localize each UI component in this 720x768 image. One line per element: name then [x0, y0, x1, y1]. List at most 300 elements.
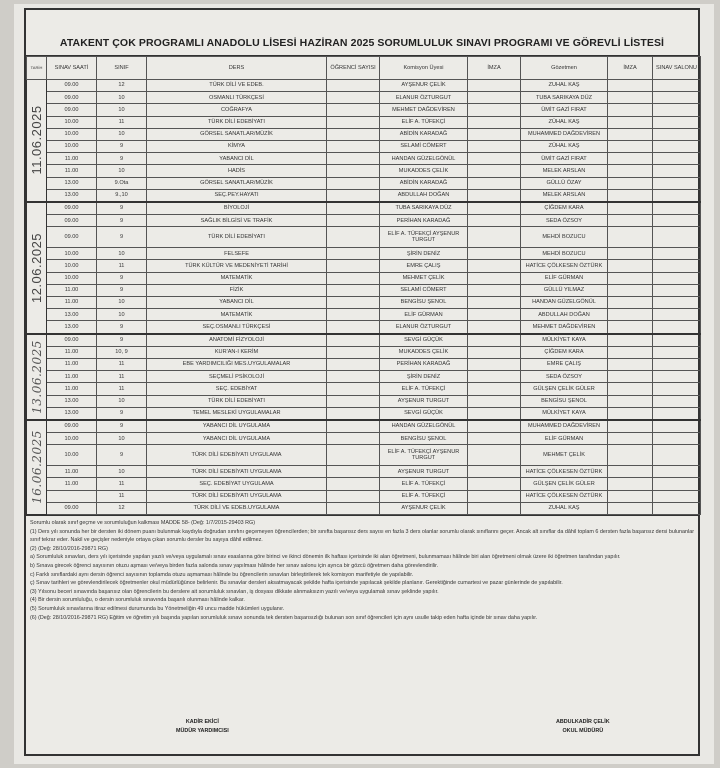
commission-member-cell: ŞİRİN DENİZ — [380, 248, 468, 260]
subject-cell: TÜRK DİLİ EDEBİYATI — [147, 395, 327, 407]
table-row — [27, 177, 701, 189]
subject-cell: ANATOMİ FİZYOLOJİ — [147, 334, 327, 347]
commission-signature-cell — [468, 128, 521, 140]
student-count-cell — [327, 284, 380, 296]
commission-signature-cell — [468, 420, 521, 433]
exam-time-cell: 11.00 — [47, 371, 97, 383]
subject-cell: BİYOLOJİ — [147, 202, 327, 215]
date-cell — [27, 202, 47, 334]
commission-signature-cell — [468, 153, 521, 165]
proctor-cell: TUBA SARIKAYA DÜZ — [521, 92, 608, 104]
proctor-signature-cell — [608, 445, 653, 466]
commission-signature-cell — [468, 466, 521, 478]
table-row — [27, 104, 701, 116]
student-count-cell — [327, 248, 380, 260]
class-cell: 9 — [97, 321, 147, 334]
proctor-signature-cell — [608, 433, 653, 445]
header-sign-1: İMZA — [468, 57, 521, 80]
exam-room-cell — [653, 189, 701, 202]
exam-room-cell — [653, 466, 701, 478]
exam-room-cell — [653, 358, 701, 370]
exam-room-cell — [653, 297, 701, 309]
note-line: (4) Bir dersin sorumluluğu, o dersin sorumluluk sınavında başarılı olunması hâlinde kalkar. — [30, 597, 245, 604]
date-cell — [27, 80, 47, 202]
proctor-cell: HATİCE ÇÖLKESEN ÖZTÜRK — [521, 490, 608, 502]
exam-time-cell: 11.00 — [47, 383, 97, 395]
exam-time-cell: 10.00 — [47, 116, 97, 128]
exam-time-cell: 10.00 — [47, 433, 97, 445]
exam-time-cell: 13.00 — [47, 321, 97, 334]
proctor-cell: MUHAMMED DAĞDEVİREN — [521, 128, 608, 140]
subject-cell: TÜRK DİLİ EDEBİYATI — [147, 116, 327, 128]
class-cell: 9 — [97, 227, 147, 248]
commission-member-cell: ABİDİN KARADAĞ — [380, 128, 468, 140]
exam-room-cell — [653, 321, 701, 334]
commission-signature-cell — [468, 104, 521, 116]
student-count-cell — [327, 445, 380, 466]
student-count-cell — [327, 215, 380, 227]
proctor-signature-cell — [608, 371, 653, 383]
proctor-signature-cell — [608, 215, 653, 227]
table-row — [27, 321, 701, 334]
exam-time-cell: 13.00 — [47, 309, 97, 321]
note-line: b) Sınava girecek öğrenci sayısının otuzu aşması ve/veya birden fazla salonda sınav yapılması hâlinde her sınav salonu için ayrıca bir gözcü öğretmen daha görevlendirilir. — [30, 562, 439, 569]
class-cell: 11 — [97, 260, 147, 272]
table-row — [27, 502, 701, 514]
note-line: a) Sorumluluk sınavları, ders yılı içerisinde yapılan yazılı ve/veya uygulamalı sınav esaslarına göre birinci ve ikinci dönemin ilk haftası içerisinde iki alan öğretmeni, bulunmaması hâlinde biri alan öğretmeni olmak üzere iki öğretmen tarafından yapılır. — [30, 554, 621, 561]
proctor-cell: MELEK ARSLAN — [521, 189, 608, 202]
proctor-cell: MELEK ARSLAN — [521, 165, 608, 177]
commission-member-cell: SEVGİ GÜÇÜK — [380, 334, 468, 347]
exam-time-cell: 11.00 — [47, 297, 97, 309]
table-row — [27, 371, 701, 383]
exam-room-cell — [653, 407, 701, 420]
exam-time-cell: 09.00 — [47, 92, 97, 104]
commission-member-cell: ELİF GÜRMAN — [380, 309, 468, 321]
student-count-cell — [327, 272, 380, 284]
table-row — [27, 272, 701, 284]
signature-left — [176, 718, 229, 736]
proctor-cell: GÜLŞEN ÇELİK GÜLER — [521, 478, 608, 490]
proctor-cell: HANDAN GÜZELGÖNÜL — [521, 297, 608, 309]
exam-time-cell: 11.00 — [47, 153, 97, 165]
proctor-signature-cell — [608, 116, 653, 128]
commission-member-cell: ELİF A. TÜFEKÇİ — [380, 478, 468, 490]
proctor-signature-cell — [608, 383, 653, 395]
table-row — [27, 80, 701, 92]
student-count-cell — [327, 395, 380, 407]
class-cell: 9 — [97, 407, 147, 420]
commission-member-cell: SELAMİ CÖMERT — [380, 140, 468, 152]
exam-time-cell: 09.00 — [47, 215, 97, 227]
exam-room-cell — [653, 92, 701, 104]
class-cell: 10 — [97, 92, 147, 104]
commission-signature-cell — [468, 407, 521, 420]
commission-member-cell: ELİF A. TÜFEKÇİ AYŞENUR TURGUT — [380, 227, 468, 248]
exam-room-cell — [653, 104, 701, 116]
note-line: c) Farklı sınıflardaki aynı dersin öğrenci sayısının toplamda otuzu aşmaması hâlinde bu öğrencilerin sınavları birleştirilerek tek komisyon marifetiyle de yapılabilir. — [30, 571, 414, 578]
student-count-cell — [327, 297, 380, 309]
table-row — [27, 227, 701, 248]
exam-time-cell: 09.00 — [47, 202, 97, 215]
exam-time-cell: 09.00 — [47, 502, 97, 514]
note-line: Sorumlu olarak sınıf geçme ve sorumluluğun kalkması MADDE 58- (Değ: 1/7/2015-29403 RG) — [30, 520, 256, 526]
class-cell: 11 — [97, 116, 147, 128]
student-count-cell — [327, 177, 380, 189]
exam-time-cell: 10.00 — [47, 445, 97, 466]
table-row — [27, 153, 701, 165]
exam-room-cell — [653, 260, 701, 272]
student-count-cell — [327, 104, 380, 116]
exam-time-cell: 09.00 — [47, 104, 97, 116]
commission-member-cell: ELANUR ÖZTURGUT — [380, 92, 468, 104]
subject-cell: YABANCI DİL UYGULAMA — [147, 420, 327, 433]
note-line: (1) Ders yılı sonunda her bir dersten iki dönem puanı bulunmak kaydıyla doğrudan sınıfını geçemeyen öğrencilerden; bir sınıfta başarısız ders sayısı en fazla 3 ders olanlar sorumlu olarak sınıflarını geçer. Ancak alt sınıflar da dâhil toplam 6 dersten fazla başarısız dersi bulunanlar sınıf tekrar eder. Nakil ve geçişler nedeniyle ortaya çıkan sorumlu dersler bu sayıya dâhil edilmez. — [30, 528, 694, 544]
subject-cell: COĞRAFYA — [147, 104, 327, 116]
student-count-cell — [327, 260, 380, 272]
commission-signature-cell — [468, 202, 521, 215]
student-count-cell — [327, 227, 380, 248]
exam-time-cell: 11.00 — [47, 466, 97, 478]
commission-signature-cell — [468, 116, 521, 128]
subject-cell: GÖRSEL SANATLAR/MÜZİK — [147, 177, 327, 189]
proctor-cell: MEHMET DAĞDEVİREN — [521, 321, 608, 334]
subject-cell: TÜRK DİLİ VE EDEB. — [147, 80, 327, 92]
exam-room-cell — [653, 395, 701, 407]
exam-room-cell — [653, 502, 701, 514]
subject-cell: KUR'AN-I KERİM — [147, 346, 327, 358]
proctor-cell: SEDA ÖZSOY — [521, 371, 608, 383]
commission-member-cell: SEVGİ GÜÇÜK — [380, 407, 468, 420]
exam-room-cell — [653, 309, 701, 321]
commission-signature-cell — [468, 80, 521, 92]
class-cell: 9 — [97, 153, 147, 165]
student-count-cell — [327, 502, 380, 514]
exam-room-cell — [653, 433, 701, 445]
exam-time-cell: 10.00 — [47, 128, 97, 140]
class-cell: 10 — [97, 309, 147, 321]
table-row — [27, 420, 701, 433]
exam-time-cell: 10.00 — [47, 272, 97, 284]
commission-signature-cell — [468, 297, 521, 309]
class-cell: 10 — [97, 297, 147, 309]
proctor-signature-cell — [608, 177, 653, 189]
exam-time-cell: 11.00 — [47, 358, 97, 370]
proctor-signature-cell — [608, 407, 653, 420]
class-cell: 11 — [97, 383, 147, 395]
subject-cell: TÜRK DİLİ EDEBİYATI UYGULAMA — [147, 490, 327, 502]
commission-member-cell: MUKADDES ÇELİK — [380, 346, 468, 358]
proctor-cell: MEHMET ÇELİK — [521, 445, 608, 466]
note-line: (5) Sorumluluk sınavlarına itiraz edilmesi durumunda bu Yönetmeliğin 49 uncu madde hükümleri uygulanır. — [30, 605, 285, 612]
proctor-cell: MEHDİ BOZUCU — [521, 248, 608, 260]
student-count-cell — [327, 309, 380, 321]
commission-signature-cell — [468, 309, 521, 321]
exam-room-cell — [653, 153, 701, 165]
subject-cell: GÖRSEL SANATLAR/MÜZİK — [147, 128, 327, 140]
table-row — [27, 358, 701, 370]
table-row — [27, 383, 701, 395]
subject-cell: TÜRK DİLİ EDEBİYATI UYGULAMA — [147, 445, 327, 466]
subject-cell: TÜRK KÜLTÜR VE MEDENİYETİ TARİHİ — [147, 260, 327, 272]
proctor-cell: MEHDİ BOZUCU — [521, 227, 608, 248]
commission-signature-cell — [468, 227, 521, 248]
subject-cell: FELSEFE — [147, 248, 327, 260]
exam-date: 11.06.2025 — [28, 105, 44, 175]
exam-schedule-document — [24, 8, 700, 756]
exam-room-cell — [653, 140, 701, 152]
proctor-signature-cell — [608, 153, 653, 165]
student-count-cell — [327, 420, 380, 433]
subject-cell: SAĞLIK BİLGİSİ VE TRAFİK — [147, 215, 327, 227]
table-row — [27, 165, 701, 177]
subject-cell: TÜRK DİLİ EDEBİYATI — [147, 227, 327, 248]
subject-cell: KİMYA — [147, 140, 327, 152]
commission-member-cell: BENGİSU ŞENOL — [380, 297, 468, 309]
commission-member-cell: MEHMET ÇELİK — [380, 272, 468, 284]
proctor-cell: MÜLKİYET KAYA — [521, 334, 608, 347]
commission-signature-cell — [468, 177, 521, 189]
student-count-cell — [327, 433, 380, 445]
commission-signature-cell — [468, 272, 521, 284]
student-count-cell — [327, 346, 380, 358]
class-cell: 9 — [97, 215, 147, 227]
proctor-signature-cell — [608, 128, 653, 140]
proctor-cell: ELİF GÜRMAN — [521, 272, 608, 284]
exam-room-cell — [653, 420, 701, 433]
subject-cell: MATEMATİK — [147, 309, 327, 321]
table-row — [27, 466, 701, 478]
subject-cell: TEMEL MESLEKİ UYGULAMALAR — [147, 407, 327, 420]
commission-member-cell: PERİHAN KARADAĞ — [380, 358, 468, 370]
table-row — [27, 128, 701, 140]
student-count-cell — [327, 383, 380, 395]
commission-signature-cell — [468, 284, 521, 296]
table-row — [27, 490, 701, 502]
proctor-signature-cell — [608, 189, 653, 202]
student-count-cell — [327, 128, 380, 140]
table-row — [27, 297, 701, 309]
proctor-cell: ZÜHAL KAŞ — [521, 140, 608, 152]
commission-signature-cell — [468, 189, 521, 202]
table-row — [27, 284, 701, 296]
table-row — [27, 248, 701, 260]
proctor-cell: ABDULLAH DOĞAN — [521, 309, 608, 321]
exam-room-cell — [653, 116, 701, 128]
class-cell: 9 — [97, 420, 147, 433]
student-count-cell — [327, 92, 380, 104]
commission-signature-cell — [468, 260, 521, 272]
proctor-signature-cell — [608, 227, 653, 248]
subject-cell: SEÇ. EDEBİYAT — [147, 383, 327, 395]
exam-room-cell — [653, 165, 701, 177]
proctor-cell: GÜLŞEN ÇELİK GÜLER — [521, 383, 608, 395]
commission-member-cell: ŞİRİN DENİZ — [380, 371, 468, 383]
proctor-cell: MÜLKİYET KAYA — [521, 407, 608, 420]
student-count-cell — [327, 80, 380, 92]
exam-time-cell: 13.00 — [47, 407, 97, 420]
subject-cell: SEÇMELİ PSİKOLOJİ — [147, 371, 327, 383]
exam-time-cell: 09.00 — [47, 80, 97, 92]
header-students: ÖĞRENCİ SAYISI — [327, 57, 380, 80]
student-count-cell — [327, 358, 380, 370]
exam-date: 12.06.2025 — [28, 232, 44, 303]
class-cell: 10 — [97, 395, 147, 407]
header-sign-2: İMZA — [608, 57, 653, 80]
date-cell — [27, 334, 47, 420]
student-count-cell — [327, 202, 380, 215]
table-row — [27, 260, 701, 272]
exam-time-cell: 11.00 — [47, 165, 97, 177]
class-cell: 10 — [97, 104, 147, 116]
commission-signature-cell — [468, 445, 521, 466]
subject-cell: HADİS — [147, 165, 327, 177]
exam-room-cell — [653, 215, 701, 227]
proctor-signature-cell — [608, 80, 653, 92]
schedule-table — [26, 56, 701, 515]
class-cell: 9 — [97, 284, 147, 296]
commission-member-cell: HANDAN GÜZELGÖNÜL — [380, 420, 468, 433]
signature-left-role: MÜDÜR YARDIMCISI — [176, 728, 229, 734]
proctor-signature-cell — [608, 334, 653, 347]
exam-room-cell — [653, 346, 701, 358]
exam-room-cell — [653, 445, 701, 466]
date-cell — [27, 420, 47, 515]
commission-signature-cell — [468, 371, 521, 383]
commission-member-cell: HANDAN GÜZELGÖNÜL — [380, 153, 468, 165]
student-count-cell — [327, 466, 380, 478]
exam-room-cell — [653, 80, 701, 92]
student-count-cell — [327, 153, 380, 165]
commission-signature-cell — [468, 248, 521, 260]
commission-member-cell: MEHMET DAĞDEVİREN — [380, 104, 468, 116]
document-title: ATAKENT ÇOK PROGRAMLI ANADOLU LİSESİ HAZİRAN 2025 SORUMLULUK SINAVI PROGRAMI VE GÖREVLİ LİSTESİ — [26, 10, 698, 56]
proctor-cell: ELİF GÜRMAN — [521, 433, 608, 445]
commission-signature-cell — [468, 215, 521, 227]
class-cell: 9.Ota — [97, 177, 147, 189]
student-count-cell — [327, 334, 380, 347]
commission-member-cell: AYŞENUR TURGUT — [380, 395, 468, 407]
exam-time-cell: 10.00 — [47, 140, 97, 152]
class-cell: 9 — [97, 202, 147, 215]
class-cell: 10 — [97, 433, 147, 445]
class-cell: 9 — [97, 334, 147, 347]
commission-member-cell: SELAMİ CÖMERT — [380, 284, 468, 296]
class-cell: 12 — [97, 502, 147, 514]
exam-date: 13.06.2025 — [29, 339, 44, 414]
proctor-signature-cell — [608, 248, 653, 260]
proctor-signature-cell — [608, 358, 653, 370]
subject-cell: SEÇ. EDEBİYAT UYGULAMA — [147, 478, 327, 490]
class-cell: 9 — [97, 140, 147, 152]
subject-cell: TÜRK DİLİ EDEBİYATI UYGULAMA — [147, 466, 327, 478]
commission-member-cell: ELİF A. TÜFEKÇİ AYŞENUR TURGUT — [380, 445, 468, 466]
note-line: ç) Sınav tarihleri ve görevlendirilecek öğretmenler okul müdürlüğünce belirlenir. Bu sınavlar dersleri aksatmayacak şekilde hafta içerisinde yapılacak şekilde planlanır. Gerektiğinde cumartesi ve pazar günlerinde de yapılabilir. — [30, 580, 563, 587]
commission-signature-cell — [468, 140, 521, 152]
exam-room-cell — [653, 128, 701, 140]
student-count-cell — [327, 371, 380, 383]
exam-time-cell: 09.00 — [47, 420, 97, 433]
class-cell: 10 — [97, 248, 147, 260]
exam-date: 16.06.2025 — [29, 430, 44, 505]
student-count-cell — [327, 478, 380, 490]
exam-room-cell — [653, 284, 701, 296]
commission-signature-cell — [468, 433, 521, 445]
exam-time-cell: 09.00 — [47, 334, 97, 347]
commission-signature-cell — [468, 490, 521, 502]
exam-time-cell: 09.00 — [47, 227, 97, 248]
proctor-signature-cell — [608, 321, 653, 334]
table-row — [27, 334, 701, 347]
commission-signature-cell — [468, 321, 521, 334]
class-cell: 11 — [97, 478, 147, 490]
class-cell: 10 — [97, 165, 147, 177]
proctor-cell: ÜMİT GAZİ FIRAT — [521, 104, 608, 116]
table-row — [27, 202, 701, 215]
proctor-signature-cell — [608, 92, 653, 104]
table-row — [27, 407, 701, 420]
student-count-cell — [327, 165, 380, 177]
commission-signature-cell — [468, 334, 521, 347]
table-row — [27, 445, 701, 466]
proctor-signature-cell — [608, 420, 653, 433]
signature-left-name: KADİR EKİCİ — [185, 719, 219, 725]
exam-time-cell: 11.00 — [47, 284, 97, 296]
student-count-cell — [327, 407, 380, 420]
proctor-signature-cell — [608, 165, 653, 177]
class-cell: 11 — [97, 358, 147, 370]
proctor-cell: MUHAMMED DAĞDEVİREN — [521, 420, 608, 433]
proctor-signature-cell — [608, 284, 653, 296]
proctor-signature-cell — [608, 309, 653, 321]
class-cell: 10 — [97, 466, 147, 478]
commission-signature-cell — [468, 502, 521, 514]
exam-room-cell — [653, 248, 701, 260]
header-row — [27, 57, 701, 80]
exam-time-cell: 10.00 — [47, 260, 97, 272]
header-date: TARİH — [27, 57, 47, 80]
exam-room-cell — [653, 371, 701, 383]
student-count-cell — [327, 140, 380, 152]
proctor-cell: ZÜHAL KAŞ — [521, 116, 608, 128]
schedule-body — [27, 80, 701, 515]
commission-member-cell: EMRE ÇALIŞ — [380, 260, 468, 272]
proctor-cell: HATİCE ÇÖLKESEN ÖZTÜRK — [521, 260, 608, 272]
regulation-notes — [26, 515, 698, 625]
subject-cell: FİZİK — [147, 284, 327, 296]
exam-room-cell — [653, 202, 701, 215]
table-row — [27, 478, 701, 490]
commission-member-cell: AYŞENUR ÇELİK — [380, 502, 468, 514]
class-cell: 9 — [97, 445, 147, 466]
proctor-cell: GÜLLÜ YILMAZ — [521, 284, 608, 296]
subject-cell: SEÇ.PEY.HAYATI — [147, 189, 327, 202]
proctor-signature-cell — [608, 346, 653, 358]
exam-time-cell: 10.00 — [47, 248, 97, 260]
exam-room-cell — [653, 478, 701, 490]
signature-right-name: ABDULKADİR ÇELİK — [556, 719, 610, 725]
proctor-signature-cell — [608, 140, 653, 152]
commission-member-cell: PERİHAN KARADAĞ — [380, 215, 468, 227]
commission-member-cell: ABİDİN KARADAĞ — [380, 177, 468, 189]
table-row — [27, 433, 701, 445]
header-class: SINIF — [97, 57, 147, 80]
proctor-signature-cell — [608, 466, 653, 478]
exam-time-cell: 11.00 — [47, 478, 97, 490]
exam-room-cell — [653, 227, 701, 248]
proctor-signature-cell — [608, 395, 653, 407]
student-count-cell — [327, 490, 380, 502]
